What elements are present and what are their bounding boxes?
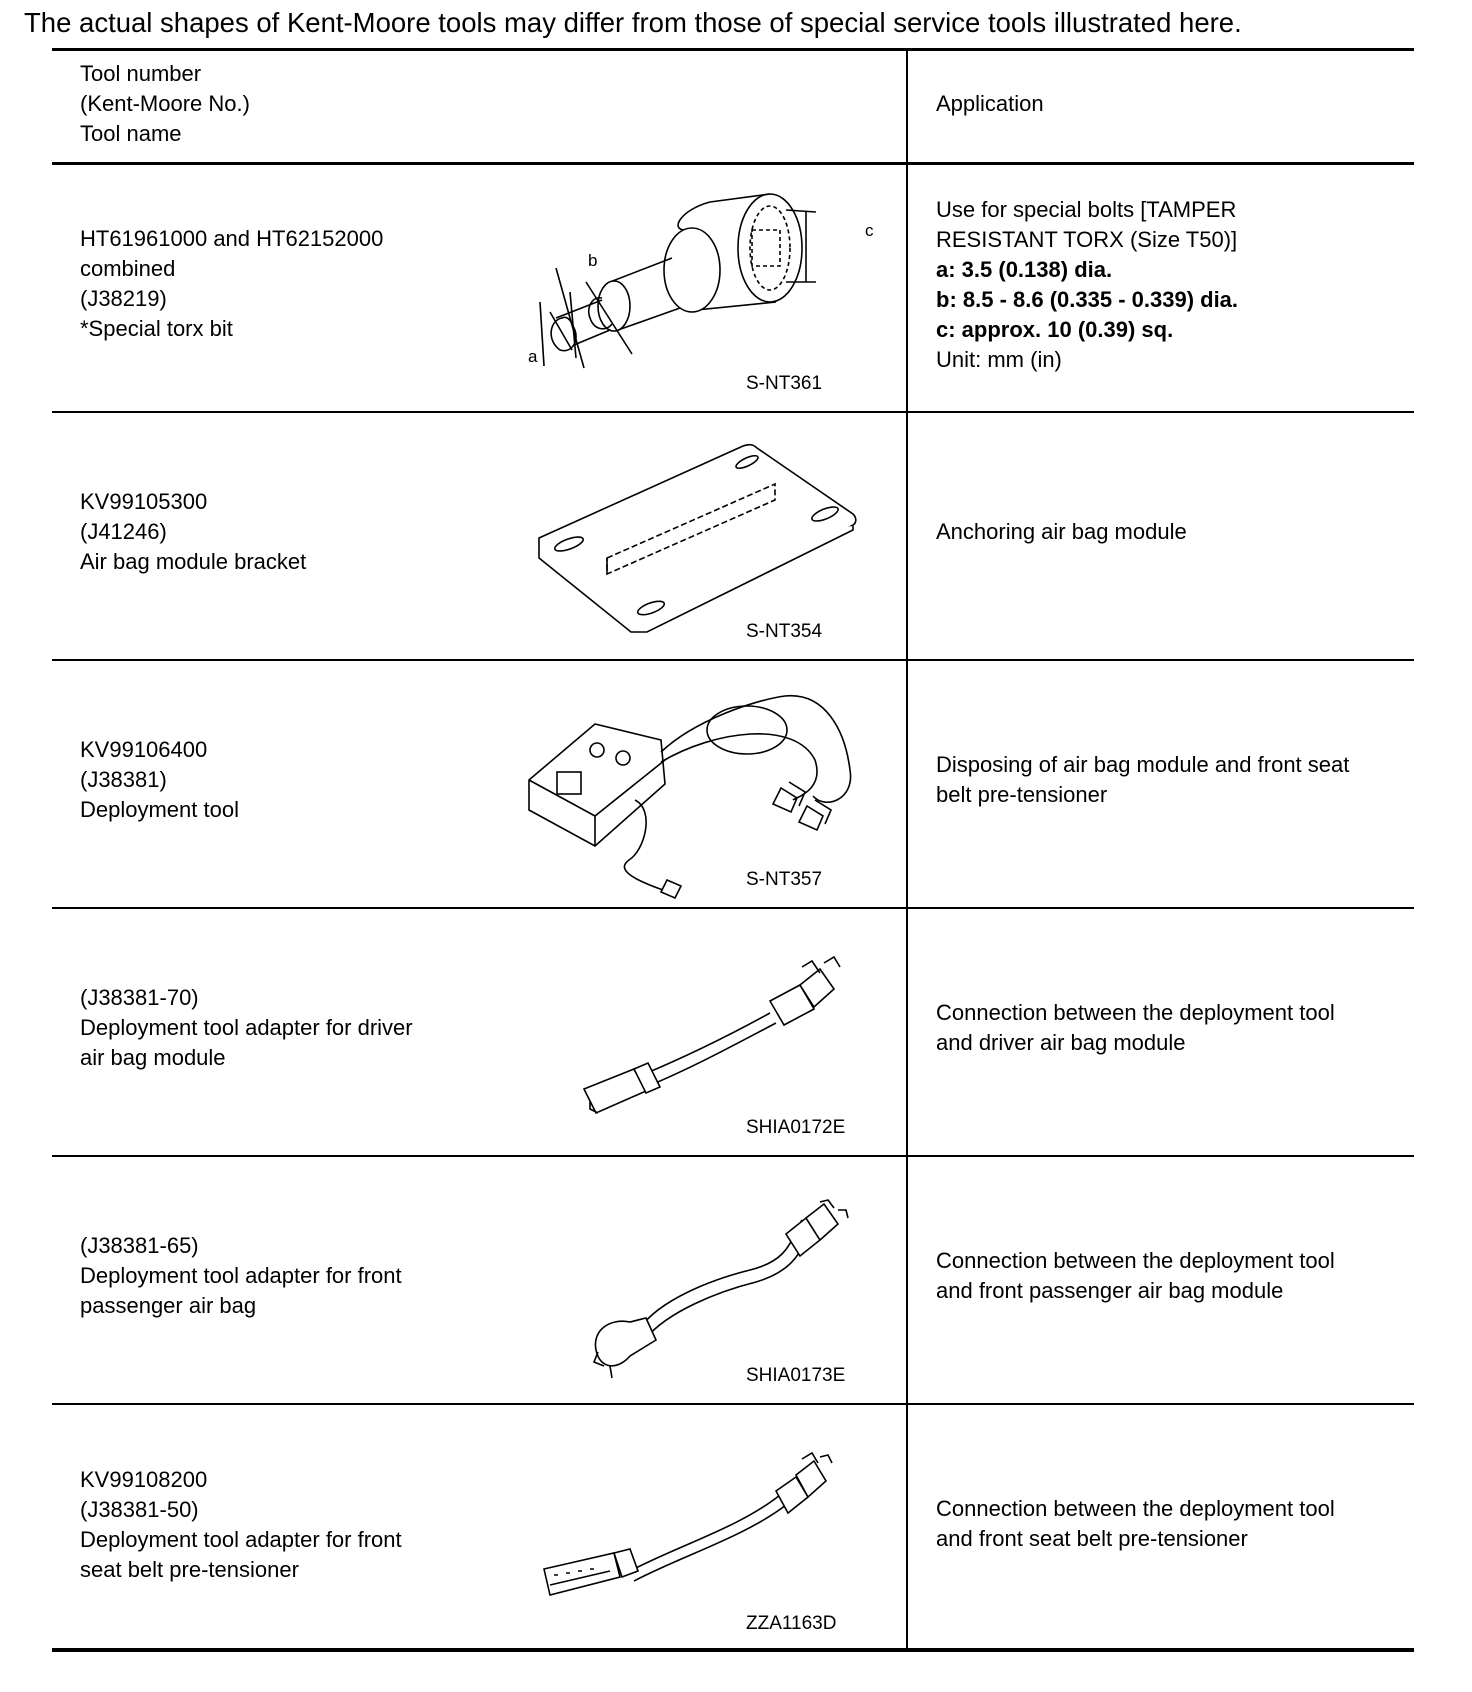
kent-moore-number: (J38381-70) — [80, 985, 199, 1010]
application-cell — [936, 750, 1406, 810]
figure-code: S-NT354 — [746, 621, 823, 642]
tool-name: Deployment tool adapter for driver — [80, 1015, 413, 1040]
passenger-adapter-illustration — [590, 1200, 860, 1390]
table-bottom-rule — [52, 1648, 1414, 1652]
header-tool-line: Tool name — [80, 121, 182, 146]
tool-number: KV99106400 — [80, 737, 208, 762]
intro-note: The actual shapes of Kent-Moore tools may differ from those of special service tools illustrated here. — [24, 7, 1242, 38]
figure-code: SHIA0173E — [746, 1365, 846, 1386]
tool-name: air bag module — [80, 1045, 226, 1070]
application-text: Connection between the deployment tool — [936, 1248, 1335, 1273]
tool-number: KV99108200 — [80, 1467, 208, 1492]
callout-label: b — [588, 251, 598, 270]
application-text: Connection between the deployment tool — [936, 1496, 1335, 1521]
tool-number: KV99105300 — [80, 489, 208, 514]
tool-name: Deployment tool — [80, 797, 239, 822]
application-text: Disposing of air bag module and front seat — [936, 752, 1350, 777]
tool-cell — [80, 983, 500, 1073]
header-tool-line: (Kent-Moore No.) — [80, 91, 250, 116]
figure-code: ZZA1163D — [746, 1613, 837, 1634]
tool-cell — [80, 735, 500, 825]
tool-number: HT61961000 and HT62152000 — [80, 226, 384, 251]
application-text: Anchoring air bag module — [936, 519, 1187, 544]
column-divider — [906, 50, 908, 1650]
application-cell — [936, 195, 1406, 375]
application-text: belt pre-tensioner — [936, 782, 1108, 807]
spec-a: a: 3.5 (0.138) dia. — [936, 257, 1113, 282]
row-divider — [52, 659, 1414, 661]
application-text: Use for special bolts [TAMPER — [936, 197, 1237, 222]
tool-name: Deployment tool adapter for front — [80, 1527, 402, 1552]
callout-label: c — [865, 221, 874, 240]
table-top-rule — [52, 48, 1414, 51]
kent-moore-number: (J38381-65) — [80, 1233, 199, 1258]
tool-cell — [80, 487, 500, 577]
figure-code: S-NT357 — [746, 869, 823, 890]
row-divider — [52, 411, 1414, 413]
tool-cell — [80, 224, 500, 344]
application-cell — [936, 998, 1406, 1058]
application-text: RESISTANT TORX (Size T50)] — [936, 227, 1238, 252]
driver-adapter-illustration — [580, 955, 860, 1135]
spec-c: c: approx. 10 (0.39) sq. — [936, 317, 1174, 342]
tool-cell — [80, 1465, 500, 1585]
application-cell — [936, 1494, 1406, 1554]
row-divider — [52, 907, 1414, 909]
deployment-tool-illustration — [525, 690, 885, 890]
header-application-column: Application — [936, 91, 1044, 116]
tool-name: seat belt pre-tensioner — [80, 1557, 299, 1582]
header-tool-line: Tool number — [80, 61, 202, 86]
unit-note: Unit: mm (in) — [936, 347, 1062, 372]
tool-name: passenger air bag — [80, 1293, 257, 1318]
special-torx-bit-illustration — [520, 190, 900, 390]
callout-label: a — [528, 347, 538, 366]
header-tool-column — [80, 59, 500, 149]
kent-moore-number: (J38219) — [80, 286, 167, 311]
tool-name: *Special torx bit — [80, 316, 233, 341]
application-text: and front passenger air bag module — [936, 1278, 1284, 1303]
tool-name: Air bag module bracket — [80, 549, 307, 574]
application-cell — [936, 1246, 1406, 1306]
figure-code: S-NT361 — [746, 373, 823, 394]
kent-moore-number: (J38381) — [80, 767, 167, 792]
tool-cell — [80, 1231, 500, 1321]
tool-name: Deployment tool adapter for front — [80, 1263, 402, 1288]
kent-moore-number: (J38381-50) — [80, 1497, 199, 1522]
application-text: Connection between the deployment tool — [936, 1000, 1335, 1025]
figure-code: SHIA0172E — [746, 1117, 846, 1138]
application-cell — [936, 517, 1406, 547]
kent-moore-number: (J41246) — [80, 519, 167, 544]
seat-belt-adapter-illustration — [540, 1435, 860, 1610]
spec-b: b: 8.5 - 8.6 (0.335 - 0.339) dia. — [936, 287, 1239, 312]
application-text: and front seat belt pre-tensioner — [936, 1526, 1248, 1551]
air-bag-module-bracket-illustration — [535, 440, 865, 640]
row-divider — [52, 1155, 1414, 1157]
application-text: and driver air bag module — [936, 1030, 1186, 1055]
header-bottom-rule — [52, 162, 1414, 165]
row-divider — [52, 1403, 1414, 1405]
tool-number: combined — [80, 256, 176, 281]
